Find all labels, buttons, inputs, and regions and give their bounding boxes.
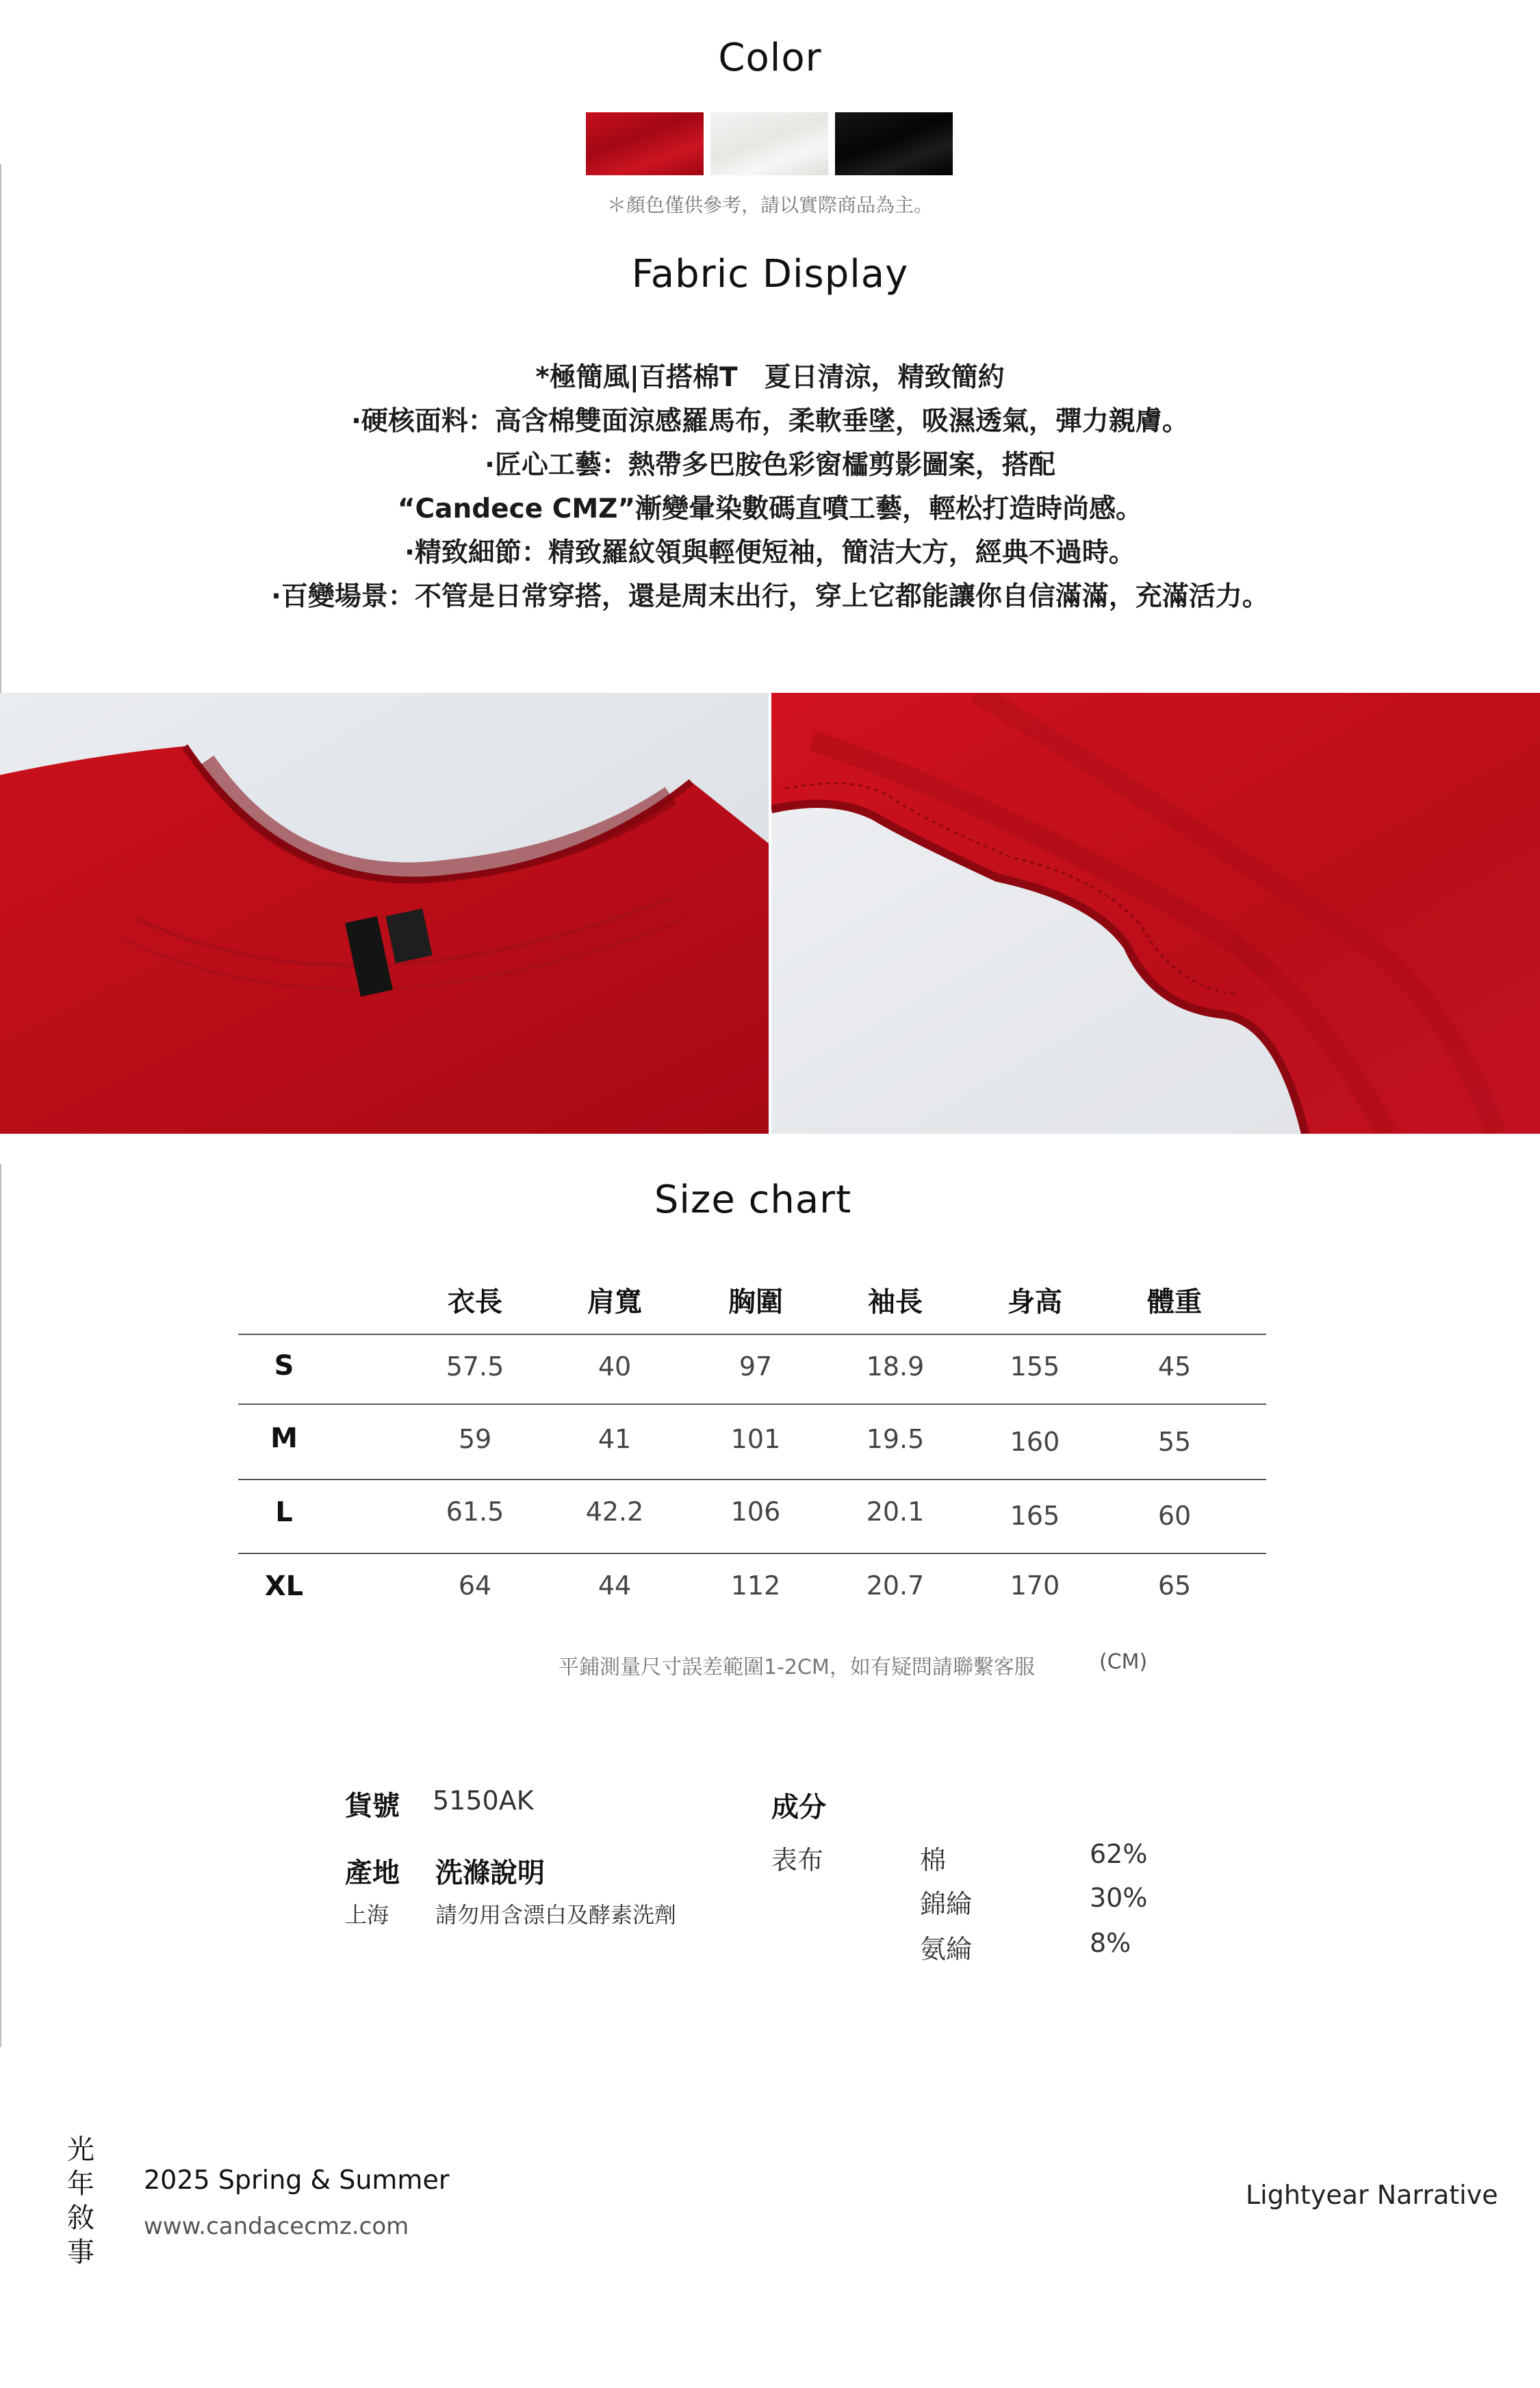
fabric-line: ·精致細節：精致羅紋領與輕便短袖，簡洁大方，經典不過時。	[405, 537, 1135, 568]
table-cell: 61.5	[446, 1497, 504, 1527]
fabric-line: ·硬核面料：高含棉雙面涼感羅馬布，柔軟垂墜，吸濕透氣，彈力親膚。	[351, 406, 1189, 437]
table-cell: 18.9	[866, 1351, 925, 1382]
tagline-text: Lightyear Narrative	[1246, 2180, 1498, 2210]
header-weight: 體重	[1147, 1286, 1202, 1318]
table-cell: 101	[730, 1424, 781, 1454]
table-cell: 165	[1010, 1501, 1060, 1531]
table-rule	[238, 1553, 1266, 1554]
table-cell: 170	[1010, 1571, 1060, 1601]
website-link[interactable]: www.candacecmz.com	[144, 2213, 409, 2240]
header-length: 衣長	[448, 1286, 502, 1318]
fabric-line: “Candece CMZ”漸變暈染數碼直噴工藝，輕松打造時尚感。	[397, 494, 1143, 524]
swatch-red[interactable]	[586, 112, 704, 175]
wash-value: 請勿用含漂白及酵素洗劑	[435, 1902, 677, 1928]
item-no-label: 貨號	[345, 1790, 400, 1822]
table-cell: 41	[598, 1424, 632, 1454]
header-shoulder: 肩寬	[587, 1286, 642, 1318]
size-chart-title: Size chart	[654, 1178, 852, 1222]
size-unit: (CM)	[1099, 1650, 1148, 1674]
table-cell: 160	[1010, 1427, 1060, 1457]
origin-label: 產地	[345, 1857, 400, 1889]
header-sleeve: 袖長	[868, 1286, 923, 1318]
fabric-line: ·百變場景：不管是日常穿搭，還是周末出行，穿上它都能讓你自信滿滿，充滿活力。	[271, 581, 1269, 612]
origin-value: 上海	[345, 1902, 389, 1928]
composition-label: 成分	[771, 1792, 826, 1823]
swatch-white[interactable]	[710, 112, 828, 175]
composition-name: 棉	[920, 1845, 947, 1875]
table-cell: 59	[458, 1424, 492, 1454]
composition-name: 氨綸	[920, 1934, 973, 1964]
table-rule	[238, 1479, 1266, 1480]
swatch-black[interactable]	[835, 112, 953, 175]
table-cell: 65	[1157, 1571, 1192, 1601]
fabric-description	[0, 356, 1540, 619]
fabric-title: Fabric Display	[631, 252, 909, 296]
collar-photo	[0, 693, 769, 1134]
size-label: L	[275, 1497, 293, 1528]
table-cell: 112	[730, 1571, 781, 1601]
size-note: 平鋪測量尺寸誤差範圍1-2CM，如有疑問請聯繫客服	[559, 1655, 1035, 1679]
vertical-brand-title: 光年敘事	[67, 2134, 94, 2268]
table-cell: 40	[598, 1351, 632, 1382]
header-height: 身高	[1008, 1286, 1062, 1318]
table-cell: 60	[1157, 1501, 1192, 1531]
composition-pct: 62%	[1090, 1839, 1148, 1869]
table-cell: 155	[1010, 1351, 1060, 1382]
left-edge-line-lower	[0, 1164, 1, 2047]
table-cell: 55	[1157, 1427, 1192, 1457]
header-chest: 胸圍	[728, 1286, 783, 1318]
table-cell: 42.2	[585, 1497, 644, 1527]
hem-photo	[771, 693, 1540, 1134]
table-cell: 97	[739, 1351, 773, 1382]
composition-pct: 8%	[1090, 1928, 1131, 1958]
table-cell: 44	[598, 1571, 632, 1601]
fabric-line: ·匠心工藝：熱帶多巴胺色彩窗櫺剪影圖案，搭配	[485, 450, 1055, 481]
table-cell: 57.5	[446, 1351, 504, 1382]
color-note: ＊顏色僅供參考，請以實際商品為主。	[606, 194, 933, 216]
item-no-value: 5150AK	[433, 1786, 534, 1816]
table-rule	[238, 1334, 1266, 1335]
table-cell: 19.5	[866, 1424, 925, 1454]
fabric-label: 表布	[771, 1845, 824, 1875]
fabric-line: *極簡風|百搭棉T 夏日清涼，精致簡約	[535, 362, 1005, 393]
color-title: Color	[718, 36, 822, 80]
table-cell: 20.1	[866, 1497, 925, 1527]
season-text: 2025 Spring & Summer	[144, 2165, 450, 2195]
table-cell: 64	[458, 1571, 492, 1601]
composition-pct: 30%	[1090, 1883, 1148, 1913]
size-label: XL	[264, 1571, 304, 1602]
table-cell: 20.7	[866, 1571, 925, 1601]
table-cell: 45	[1157, 1351, 1192, 1382]
composition-name: 錦綸	[920, 1889, 973, 1919]
size-label: M	[270, 1423, 298, 1454]
table-cell: 106	[730, 1497, 781, 1527]
size-label: S	[274, 1350, 294, 1382]
wash-label: 洗滌說明	[435, 1857, 545, 1889]
table-rule	[238, 1403, 1266, 1405]
